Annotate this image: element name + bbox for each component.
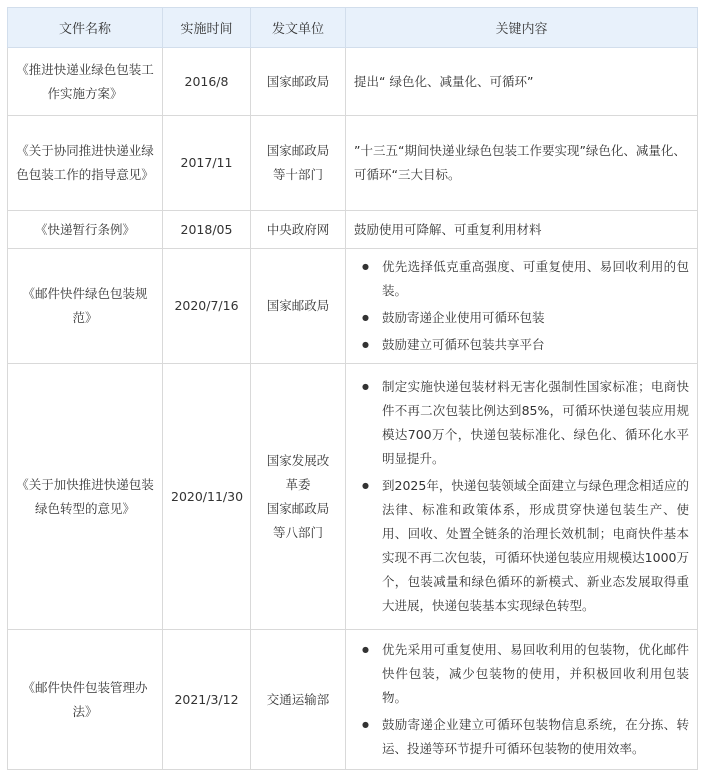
doc-issuer: 国家邮政局 xyxy=(251,249,346,364)
doc-issuer xyxy=(251,364,346,630)
table-row xyxy=(8,630,698,770)
doc-issuer: 国家邮政局 xyxy=(251,48,346,116)
bullet-list xyxy=(354,255,689,357)
doc-name: 《邮件快件绿色包装规范》 xyxy=(8,249,163,364)
doc-date: 2016/8 xyxy=(163,48,251,116)
doc-content xyxy=(346,630,698,770)
doc-date: 2017/11 xyxy=(163,116,251,211)
bullet-list xyxy=(354,638,689,761)
doc-content: 提出“ 绿色化、减量化、可循环” xyxy=(346,48,698,116)
header-key-content: 关键内容 xyxy=(346,8,698,48)
bullet-item: ● 鼓励寄递企业使用可循环包装 xyxy=(382,306,689,330)
header-issuer: 发文单位 xyxy=(251,8,346,48)
doc-issuer: 国家邮政局等十部门 xyxy=(251,116,346,211)
doc-name: 《关于加快推进快递包装绿色转型的意见》 xyxy=(8,364,163,630)
doc-name: 《邮件快件包装管理办法》 xyxy=(8,630,163,770)
doc-name: 《关于协同推进快递业绿色包装工作的指导意见》 xyxy=(8,116,163,211)
doc-content xyxy=(346,249,698,364)
bullet-list xyxy=(354,375,689,618)
doc-content: ”十三五“期间快递业绿色包装工作要实现”绿色化、减量化、可循环“三大目标。 xyxy=(346,116,698,211)
doc-issuer: 交通运输部 xyxy=(251,630,346,770)
bullet-item: ● 鼓励寄递企业建立可循环包装物信息系统，在分拣、转运、投递等环节提升可循环包装物的使用效率。 xyxy=(382,713,689,761)
bullet-item: ● 优先选择低克重高强度、可重复使用、易回收利用的包装。 xyxy=(382,255,689,303)
doc-name: 《快递暂行条例》 xyxy=(8,211,163,249)
doc-date: 2020/7/16 xyxy=(163,249,251,364)
doc-content xyxy=(346,364,698,630)
bullet-item: ● 到2025年，快递包装领域全面建立与绿色理念相适应的法律、标准和政策体系，形成贯穿快递包装生产、使用、回收、处置全链条的治理长效机制；电商快件基本实现不再二次包装，可循环快递包装应用规模达1000万个，包装减量和绿色循环的新模式、新业态发展取得重大进展，快递包装基本实现绿色转型。 xyxy=(382,474,689,618)
table-row xyxy=(8,211,698,249)
table-row xyxy=(8,249,698,364)
doc-name: 《推进快递业绿色包装工作实施方案》 xyxy=(8,48,163,116)
doc-issuer: 中央政府网 xyxy=(251,211,346,249)
header-date: 实施时间 xyxy=(163,8,251,48)
bullet-item: ● 优先采用可重复使用、易回收利用的包装物，优化邮件快件包装，减少包装物的使用，并积极回收利用包装物。 xyxy=(382,638,689,710)
doc-date: 2018/05 xyxy=(163,211,251,249)
issuer-line: 国家邮政局等八部门 xyxy=(266,500,330,540)
table-row xyxy=(8,116,698,211)
doc-date: 2021/3/12 xyxy=(163,630,251,770)
issuer-line: 国家发展改革委 xyxy=(266,452,330,492)
doc-content: 鼓励使用可降解、可重复利用材料 xyxy=(346,211,698,249)
policy-table xyxy=(7,7,698,770)
table-row xyxy=(8,48,698,116)
bullet-item: ● 制定实施快递包装材料无害化强制性国家标准；电商快件不再二次包装比例达到85%，可循环快递包装应用规模达700万个，快递包装标准化、绿色化、循环化水平明显提升。 xyxy=(382,375,689,471)
bullet-item: ● 鼓励建立可循环包装共享平台 xyxy=(382,333,689,357)
header-row xyxy=(8,8,698,48)
header-doc-name: 文件名称 xyxy=(8,8,163,48)
doc-date: 2020/11/30 xyxy=(163,364,251,630)
table-row xyxy=(8,364,698,630)
